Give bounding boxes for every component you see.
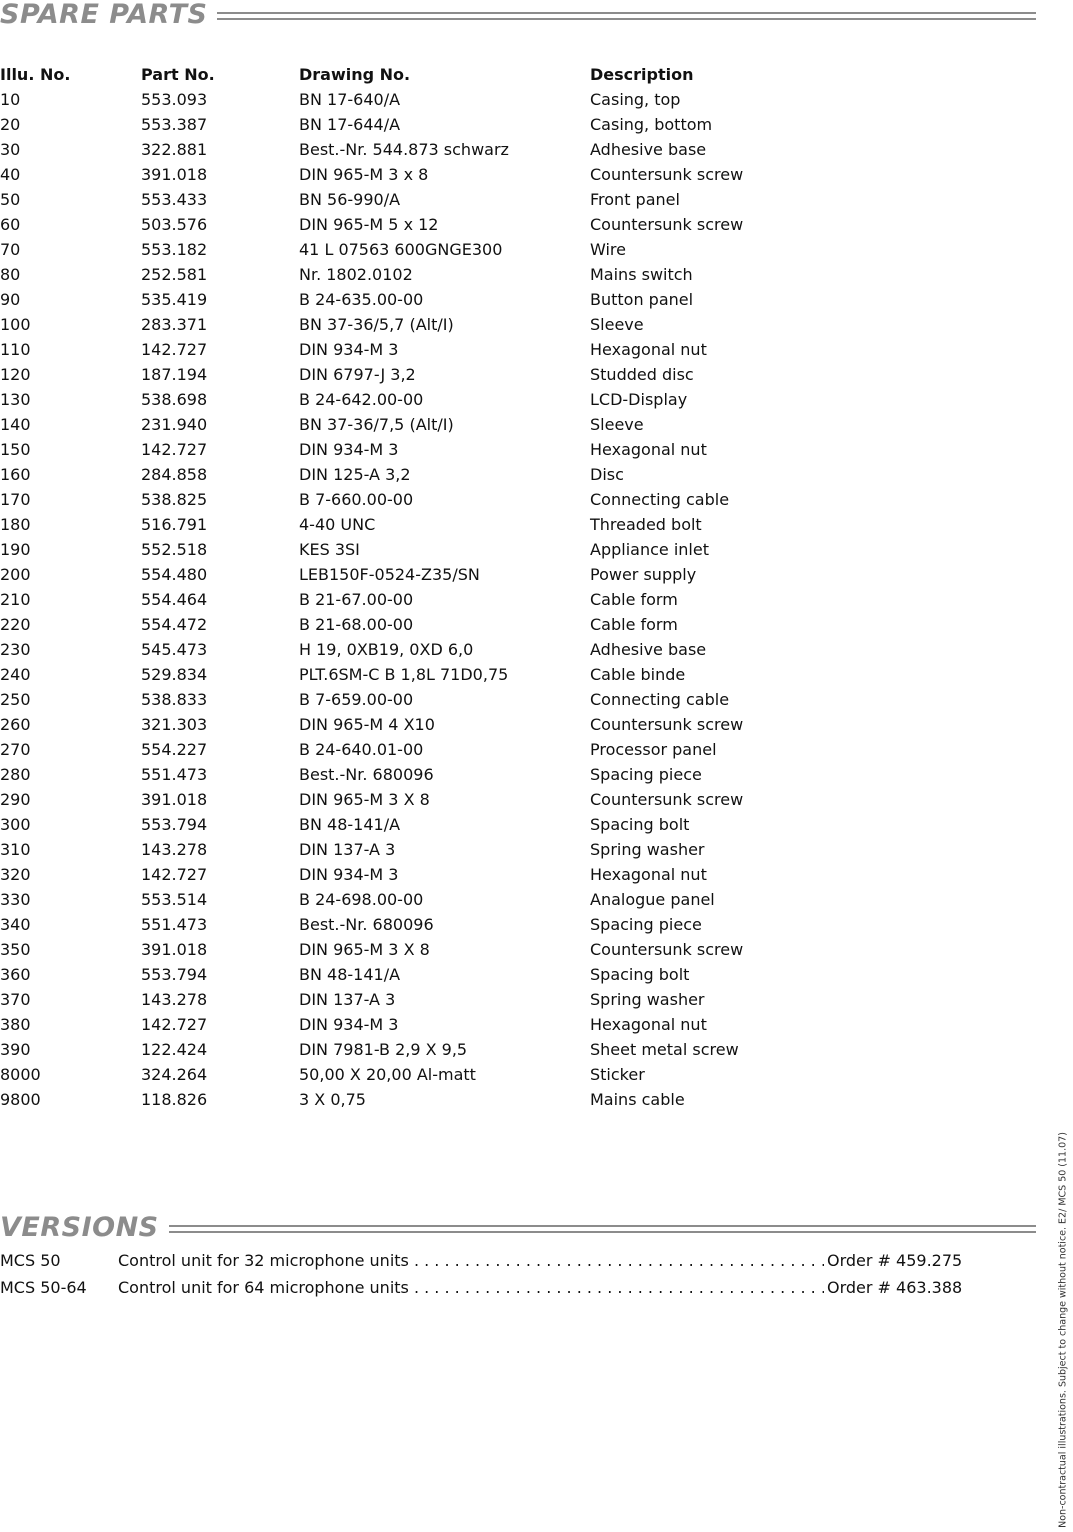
- drawing-no-cell: KES 3SI: [299, 540, 360, 559]
- illu-no-cell: 390: [0, 1040, 31, 1059]
- header-rule: [169, 1225, 1036, 1233]
- table-row: [0, 237, 900, 262]
- drawing-no-cell: BN 17-644/A: [299, 115, 401, 134]
- drawing-no-cell: DIN 934-M 3: [299, 865, 399, 884]
- illu-no-cell: 380: [0, 1015, 31, 1034]
- version-model: MCS 50-64: [0, 1278, 87, 1297]
- table-row: [0, 87, 900, 112]
- table-row: [0, 162, 900, 187]
- illu-no-cell: 350: [0, 940, 31, 959]
- table-row: [0, 887, 900, 912]
- version-row: [0, 1274, 1000, 1301]
- drawing-no-cell: DIN 965-M 3 X 8: [299, 940, 430, 959]
- drawing-no-cell: H 19, 0XB19, 0XD 6,0: [299, 640, 474, 659]
- part-no-cell: 554.472: [141, 615, 208, 634]
- table-row: [0, 637, 900, 662]
- illu-no-cell: 160: [0, 465, 31, 484]
- table-row: [0, 837, 900, 862]
- illu-no-cell: 330: [0, 890, 31, 909]
- illu-no-cell: 290: [0, 790, 31, 809]
- table-row: [0, 612, 900, 637]
- drawing-no-cell: BN 48-141/A: [299, 965, 401, 984]
- drawing-no-cell: BN 48-141/A: [299, 815, 401, 834]
- drawing-no-cell: B 24-642.00-00: [299, 390, 424, 409]
- drawing-no-cell: B 7-660.00-00: [299, 490, 414, 509]
- table-row: [0, 737, 900, 762]
- version-description: Control unit for 32 microphone units . . .: [118, 1247, 824, 1274]
- description-cell: Countersunk screw: [590, 715, 744, 734]
- description-cell: Countersunk screw: [590, 940, 744, 959]
- illu-no-cell: 40: [0, 165, 21, 184]
- version-model: MCS 50: [0, 1251, 61, 1270]
- description-cell: Processor panel: [590, 740, 717, 759]
- table-row: [0, 1037, 900, 1062]
- part-no-cell: 554.227: [141, 740, 208, 759]
- part-no-cell: 516.791: [141, 515, 208, 534]
- illu-no-cell: 360: [0, 965, 31, 984]
- drawing-no-cell: Best.-Nr. 680096: [299, 765, 434, 784]
- illu-no-cell: 170: [0, 490, 31, 509]
- part-no-cell: 538.698: [141, 390, 208, 409]
- drawing-no-cell: B 21-68.00-00: [299, 615, 414, 634]
- table-row: [0, 962, 900, 987]
- description-cell: Button panel: [590, 290, 694, 309]
- drawing-no-cell: 3 X 0,75: [299, 1090, 366, 1109]
- drawing-no-cell: DIN 934-M 3: [299, 440, 399, 459]
- illu-no-cell: 140: [0, 415, 31, 434]
- drawing-no-cell: LEB150F-0524-Z35/SN: [299, 565, 480, 584]
- part-no-cell: 538.833: [141, 690, 208, 709]
- part-no-cell: 391.018: [141, 940, 208, 959]
- description-cell: Threaded bolt: [590, 515, 702, 534]
- description-cell: Spring washer: [590, 990, 705, 1009]
- illu-no-cell: 10: [0, 90, 21, 109]
- description-cell: Hexagonal nut: [590, 440, 707, 459]
- table-row: [0, 687, 900, 712]
- illu-no-cell: 70: [0, 240, 21, 259]
- table-row: [0, 312, 900, 337]
- illu-no-cell: 120: [0, 365, 31, 384]
- drawing-no-cell: Best.-Nr. 680096: [299, 915, 434, 934]
- illu-no-cell: 260: [0, 715, 31, 734]
- table-row: [0, 137, 900, 162]
- description-cell: Hexagonal nut: [590, 340, 707, 359]
- part-no-cell: 142.727: [141, 1015, 208, 1034]
- part-no-cell: 554.480: [141, 565, 208, 584]
- description-cell: Appliance inlet: [590, 540, 709, 559]
- part-no-cell: 283.371: [141, 315, 208, 334]
- part-no-cell: 535.419: [141, 290, 208, 309]
- illu-no-cell: 180: [0, 515, 31, 534]
- description-cell: Front panel: [590, 190, 680, 209]
- drawing-no-cell: BN 17-640/A: [299, 90, 401, 109]
- illu-no-cell: 270: [0, 740, 31, 759]
- description-cell: Casing, bottom: [590, 115, 713, 134]
- table-row: [0, 462, 900, 487]
- table-row: [0, 187, 900, 212]
- table-row: [0, 437, 900, 462]
- part-no-cell: 324.264: [141, 1065, 208, 1084]
- description-cell: Wire: [590, 240, 626, 259]
- drawing-no-cell: DIN 137-A 3: [299, 840, 396, 859]
- table-row: [0, 987, 900, 1012]
- illu-no-cell: 370: [0, 990, 31, 1009]
- part-no-cell: 554.464: [141, 590, 208, 609]
- illu-no-cell: 220: [0, 615, 31, 634]
- drawing-no-cell: B 24-640.01-00: [299, 740, 424, 759]
- part-no-cell: 553.182: [141, 240, 208, 259]
- description-cell: Sleeve: [590, 315, 644, 334]
- drawing-no-cell: BN 37-36/7,5 (Alt/I): [299, 415, 454, 434]
- illu-no-cell: 250: [0, 690, 31, 709]
- description-cell: Mains switch: [590, 265, 693, 284]
- part-no-cell: 143.278: [141, 990, 208, 1009]
- part-no-cell: 122.424: [141, 1040, 208, 1059]
- part-no-cell: 321.303: [141, 715, 208, 734]
- part-no-cell: 553.433: [141, 190, 208, 209]
- table-row: [0, 487, 900, 512]
- description-cell: Adhesive base: [590, 640, 707, 659]
- illu-no-cell: 20: [0, 115, 21, 134]
- drawing-no-cell: DIN 965-M 4 X10: [299, 715, 435, 734]
- drawing-no-cell: DIN 137-A 3: [299, 990, 396, 1009]
- drawing-no-cell: DIN 125-A 3,2: [299, 465, 411, 484]
- table-row: [0, 112, 900, 137]
- illu-no-cell: 130: [0, 390, 31, 409]
- illu-no-cell: 190: [0, 540, 31, 559]
- part-no-cell: 142.727: [141, 440, 208, 459]
- spare-parts-title: SPARE PARTS: [0, 0, 208, 30]
- drawing-no-cell: DIN 934-M 3: [299, 1015, 399, 1034]
- illu-no-cell: 300: [0, 815, 31, 834]
- column-header-part-no: Part No.: [141, 65, 215, 84]
- part-no-cell: 551.473: [141, 915, 208, 934]
- description-cell: Countersunk screw: [590, 215, 744, 234]
- illu-no-cell: 90: [0, 290, 21, 309]
- illu-no-cell: 210: [0, 590, 31, 609]
- drawing-no-cell: DIN 965-M 3 X 8: [299, 790, 430, 809]
- spare-parts-header: [0, 0, 1036, 30]
- drawing-no-cell: B 24-635.00-00: [299, 290, 424, 309]
- table-row: [0, 212, 900, 237]
- description-cell: Spacing bolt: [590, 815, 690, 834]
- table-row: [0, 362, 900, 387]
- part-no-cell: 391.018: [141, 165, 208, 184]
- drawing-no-cell: DIN 965-M 5 x 12: [299, 215, 439, 234]
- drawing-no-cell: B 21-67.00-00: [299, 590, 414, 609]
- illu-no-cell: 240: [0, 665, 31, 684]
- part-no-cell: 553.794: [141, 815, 208, 834]
- part-no-cell: 284.858: [141, 465, 208, 484]
- illu-no-cell: 100: [0, 315, 31, 334]
- illu-no-cell: 9800: [0, 1090, 41, 1109]
- description-cell: Mains cable: [590, 1090, 685, 1109]
- header-rule: [217, 12, 1036, 20]
- part-no-cell: 553.514: [141, 890, 208, 909]
- description-cell: LCD-Display: [590, 390, 688, 409]
- table-row: [0, 1087, 900, 1112]
- part-no-cell: 551.473: [141, 765, 208, 784]
- column-header-drawing-no: Drawing No.: [299, 65, 411, 84]
- drawing-no-cell: BN 37-36/5,7 (Alt/I): [299, 315, 454, 334]
- table-row: [0, 412, 900, 437]
- table-row: [0, 862, 900, 887]
- description-cell: Countersunk screw: [590, 790, 744, 809]
- part-no-cell: 142.727: [141, 340, 208, 359]
- footnote-text: Non-contractual illustrations. Subject to change without notice. E2/ MCS 50 (11.07): [1057, 1132, 1069, 1528]
- description-cell: Studded disc: [590, 365, 694, 384]
- description-cell: Countersunk screw: [590, 165, 744, 184]
- table-row: [0, 337, 900, 362]
- part-no-cell: 553.387: [141, 115, 208, 134]
- description-cell: Casing, top: [590, 90, 681, 109]
- column-header-description: Description: [590, 65, 694, 84]
- versions-list: [0, 1247, 1000, 1301]
- drawing-no-cell: Nr. 1802.0102: [299, 265, 413, 284]
- table-row: [0, 912, 900, 937]
- part-no-cell: 529.834: [141, 665, 208, 684]
- table-row: [0, 387, 900, 412]
- description-cell: Connecting cable: [590, 490, 730, 509]
- table-row: [0, 562, 900, 587]
- table-row: [0, 512, 900, 537]
- version-description: Control unit for 64 microphone units . . .: [118, 1274, 824, 1301]
- footnote: [1053, 1128, 1073, 1532]
- part-no-cell: 143.278: [141, 840, 208, 859]
- table-row: [0, 1012, 900, 1037]
- description-cell: Adhesive base: [590, 140, 707, 159]
- part-no-cell: 545.473: [141, 640, 208, 659]
- part-no-cell: 538.825: [141, 490, 208, 509]
- table-row: [0, 712, 900, 737]
- part-no-cell: 142.727: [141, 865, 208, 884]
- illu-no-cell: 30: [0, 140, 21, 159]
- illu-no-cell: 230: [0, 640, 31, 659]
- table-header-row: [0, 62, 900, 87]
- part-no-cell: 252.581: [141, 265, 208, 284]
- part-no-cell: 231.940: [141, 415, 208, 434]
- drawing-no-cell: DIN 6797-J 3,2: [299, 365, 416, 384]
- part-no-cell: 187.194: [141, 365, 208, 384]
- description-cell: Sheet metal screw: [590, 1040, 739, 1059]
- drawing-no-cell: DIN 965-M 3 x 8: [299, 165, 429, 184]
- illu-no-cell: 340: [0, 915, 31, 934]
- table-row: [0, 587, 900, 612]
- table-row: [0, 787, 900, 812]
- description-cell: Spring washer: [590, 840, 705, 859]
- part-no-cell: 553.093: [141, 90, 208, 109]
- illu-no-cell: 8000: [0, 1065, 41, 1084]
- description-cell: Cable binde: [590, 665, 686, 684]
- versions-title: VERSIONS: [0, 1212, 159, 1243]
- table-row: [0, 262, 900, 287]
- drawing-no-cell: B 24-698.00-00: [299, 890, 424, 909]
- drawing-no-cell: 50,00 X 20,00 Al-matt: [299, 1065, 476, 1084]
- table-row: [0, 812, 900, 837]
- illu-no-cell: 150: [0, 440, 31, 459]
- drawing-no-cell: BN 56-990/A: [299, 190, 401, 209]
- description-cell: Analogue panel: [590, 890, 715, 909]
- version-order-number: Order # 463.388: [827, 1278, 963, 1297]
- illu-no-cell: 310: [0, 840, 31, 859]
- table-row: [0, 937, 900, 962]
- part-no-cell: 553.794: [141, 965, 208, 984]
- drawing-no-cell: DIN 934-M 3: [299, 340, 399, 359]
- illu-no-cell: 110: [0, 340, 31, 359]
- drawing-no-cell: Best.-Nr. 544.873 schwarz: [299, 140, 509, 159]
- illu-no-cell: 200: [0, 565, 31, 584]
- part-no-cell: 552.518: [141, 540, 208, 559]
- version-row: [0, 1247, 1000, 1274]
- part-no-cell: 503.576: [141, 215, 208, 234]
- drawing-no-cell: DIN 7981-B 2,9 X 9,5: [299, 1040, 468, 1059]
- part-no-cell: 118.826: [141, 1090, 208, 1109]
- table-row: [0, 287, 900, 312]
- column-header-illu-no: Illu. No.: [0, 65, 71, 84]
- illu-no-cell: 320: [0, 865, 31, 884]
- drawing-no-cell: 41 L 07563 600GNGE300: [299, 240, 503, 259]
- illu-no-cell: 50: [0, 190, 21, 209]
- description-cell: Spacing piece: [590, 765, 702, 784]
- table-row: [0, 762, 900, 787]
- description-cell: Sticker: [590, 1065, 645, 1084]
- spare-parts-table: [0, 62, 900, 1112]
- description-cell: Hexagonal nut: [590, 1015, 707, 1034]
- drawing-no-cell: 4-40 UNC: [299, 515, 376, 534]
- drawing-no-cell: B 7-659.00-00: [299, 690, 414, 709]
- table-row: [0, 1062, 900, 1087]
- versions-header: [0, 1213, 1036, 1243]
- version-order-number: Order # 459.275: [827, 1251, 963, 1270]
- illu-no-cell: 80: [0, 265, 21, 284]
- part-no-cell: 322.881: [141, 140, 208, 159]
- description-cell: Connecting cable: [590, 690, 730, 709]
- description-cell: Cable form: [590, 590, 678, 609]
- illu-no-cell: 280: [0, 765, 31, 784]
- description-cell: Spacing piece: [590, 915, 702, 934]
- table-row: [0, 662, 900, 687]
- description-cell: Power supply: [590, 565, 697, 584]
- drawing-no-cell: PLT.6SM-C B 1,8L 71D0,75: [299, 665, 509, 684]
- description-cell: Hexagonal nut: [590, 865, 707, 884]
- table-row: [0, 537, 900, 562]
- description-cell: Sleeve: [590, 415, 644, 434]
- description-cell: Cable form: [590, 615, 678, 634]
- illu-no-cell: 60: [0, 215, 21, 234]
- part-no-cell: 391.018: [141, 790, 208, 809]
- description-cell: Disc: [590, 465, 624, 484]
- description-cell: Spacing bolt: [590, 965, 690, 984]
